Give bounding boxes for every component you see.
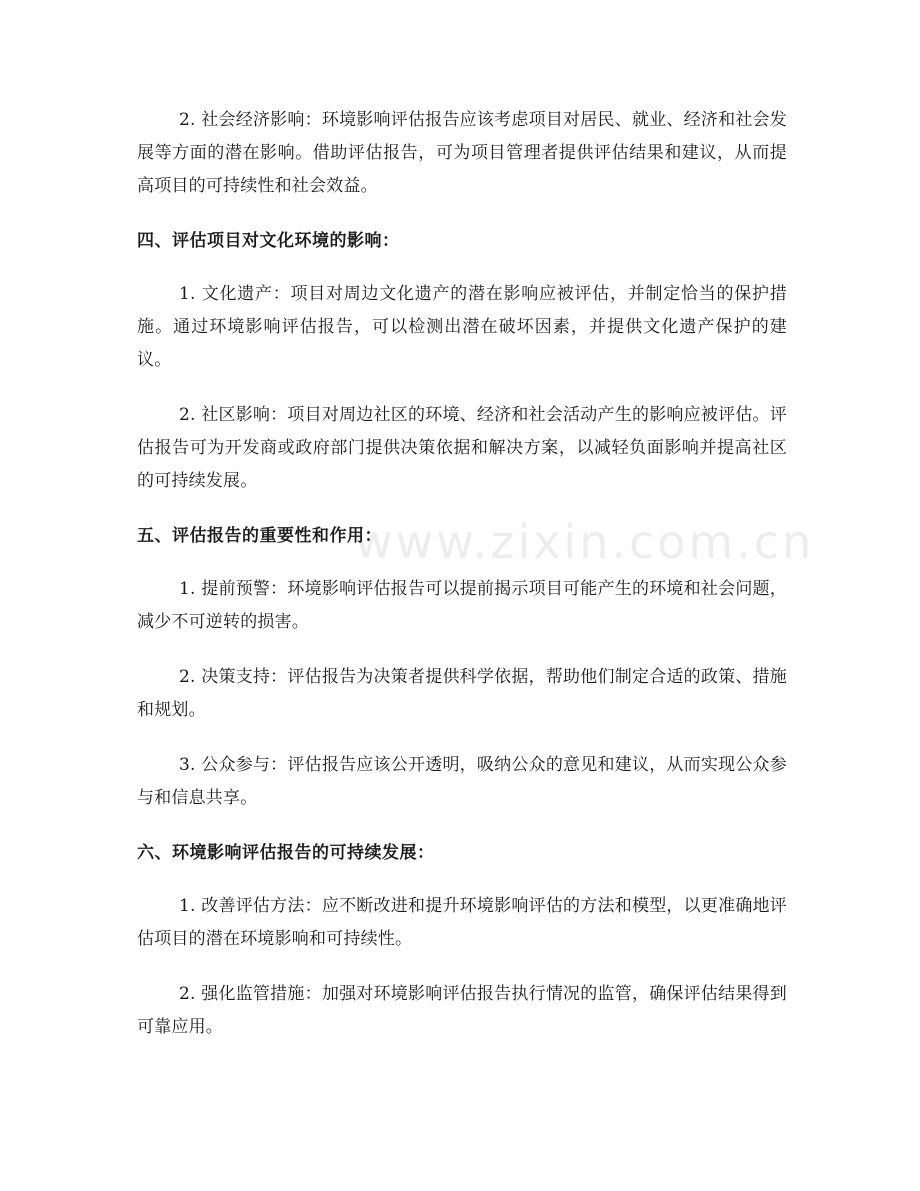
- paragraph-cultural-heritage: 1. 文化遗产：项目对周边文化遗产的潜在影响应被评估，并制定恰当的保护措施。通过环境影响评估报告，可以检测出潜在破坏因素，并提供文化遗产保护的建议。: [137, 284, 787, 370]
- document-body: [137, 104, 787, 1066]
- section-heading-4: 四、评估项目对文化环境的影响：: [137, 231, 400, 251]
- watermark: www.zixin.com.cn: [355, 515, 815, 569]
- section-heading-5: 五、评估报告的重要性和作用：: [137, 526, 382, 546]
- section-heading-6: 六、环境影响评估报告的可持续发展：: [137, 843, 435, 863]
- paragraph-socioeconomic-impact: 2. 社会经济影响：环境影响评估报告应该考虑项目对居民、就业、经济和社会发展等方面的潜在影响。借助评估报告，可为项目管理者提供评估结果和建议，从而提高项目的可持续性和社会效益。: [137, 110, 787, 196]
- paragraph-improve-methods: 1. 改善评估方法：应不断改进和提升环境影响评估的方法和模型，以更准确地评估项目的潜在环境影响和可持续性。: [137, 896, 787, 949]
- paragraph-public-participation: 3. 公众参与：评估报告应该公开透明，吸纳公众的意见和建议，从而实现公众参与和信息共享。: [137, 755, 787, 808]
- paragraph-strengthen-supervision: 2. 强化监管措施：加强对环境影响评估报告执行情况的监管，确保评估结果得到可靠应用。: [137, 984, 787, 1037]
- paragraph-early-warning: 1. 提前预警：环境影响评估报告可以提前揭示项目可能产生的环境和社会问题，减少不可逆转的损害。: [137, 579, 787, 632]
- paragraph-decision-support: 2. 决策支持：评估报告为决策者提供科学依据，帮助他们制定合适的政策、措施和规划。: [137, 667, 787, 720]
- paragraph-community-impact: 2. 社区影响：项目对周边社区的环境、经济和社会活动产生的影响应被评估。评估报告可为开发商或政府部门提供决策依据和解决方案，以减轻负面影响并提高社区的可持续发展。: [137, 405, 787, 491]
